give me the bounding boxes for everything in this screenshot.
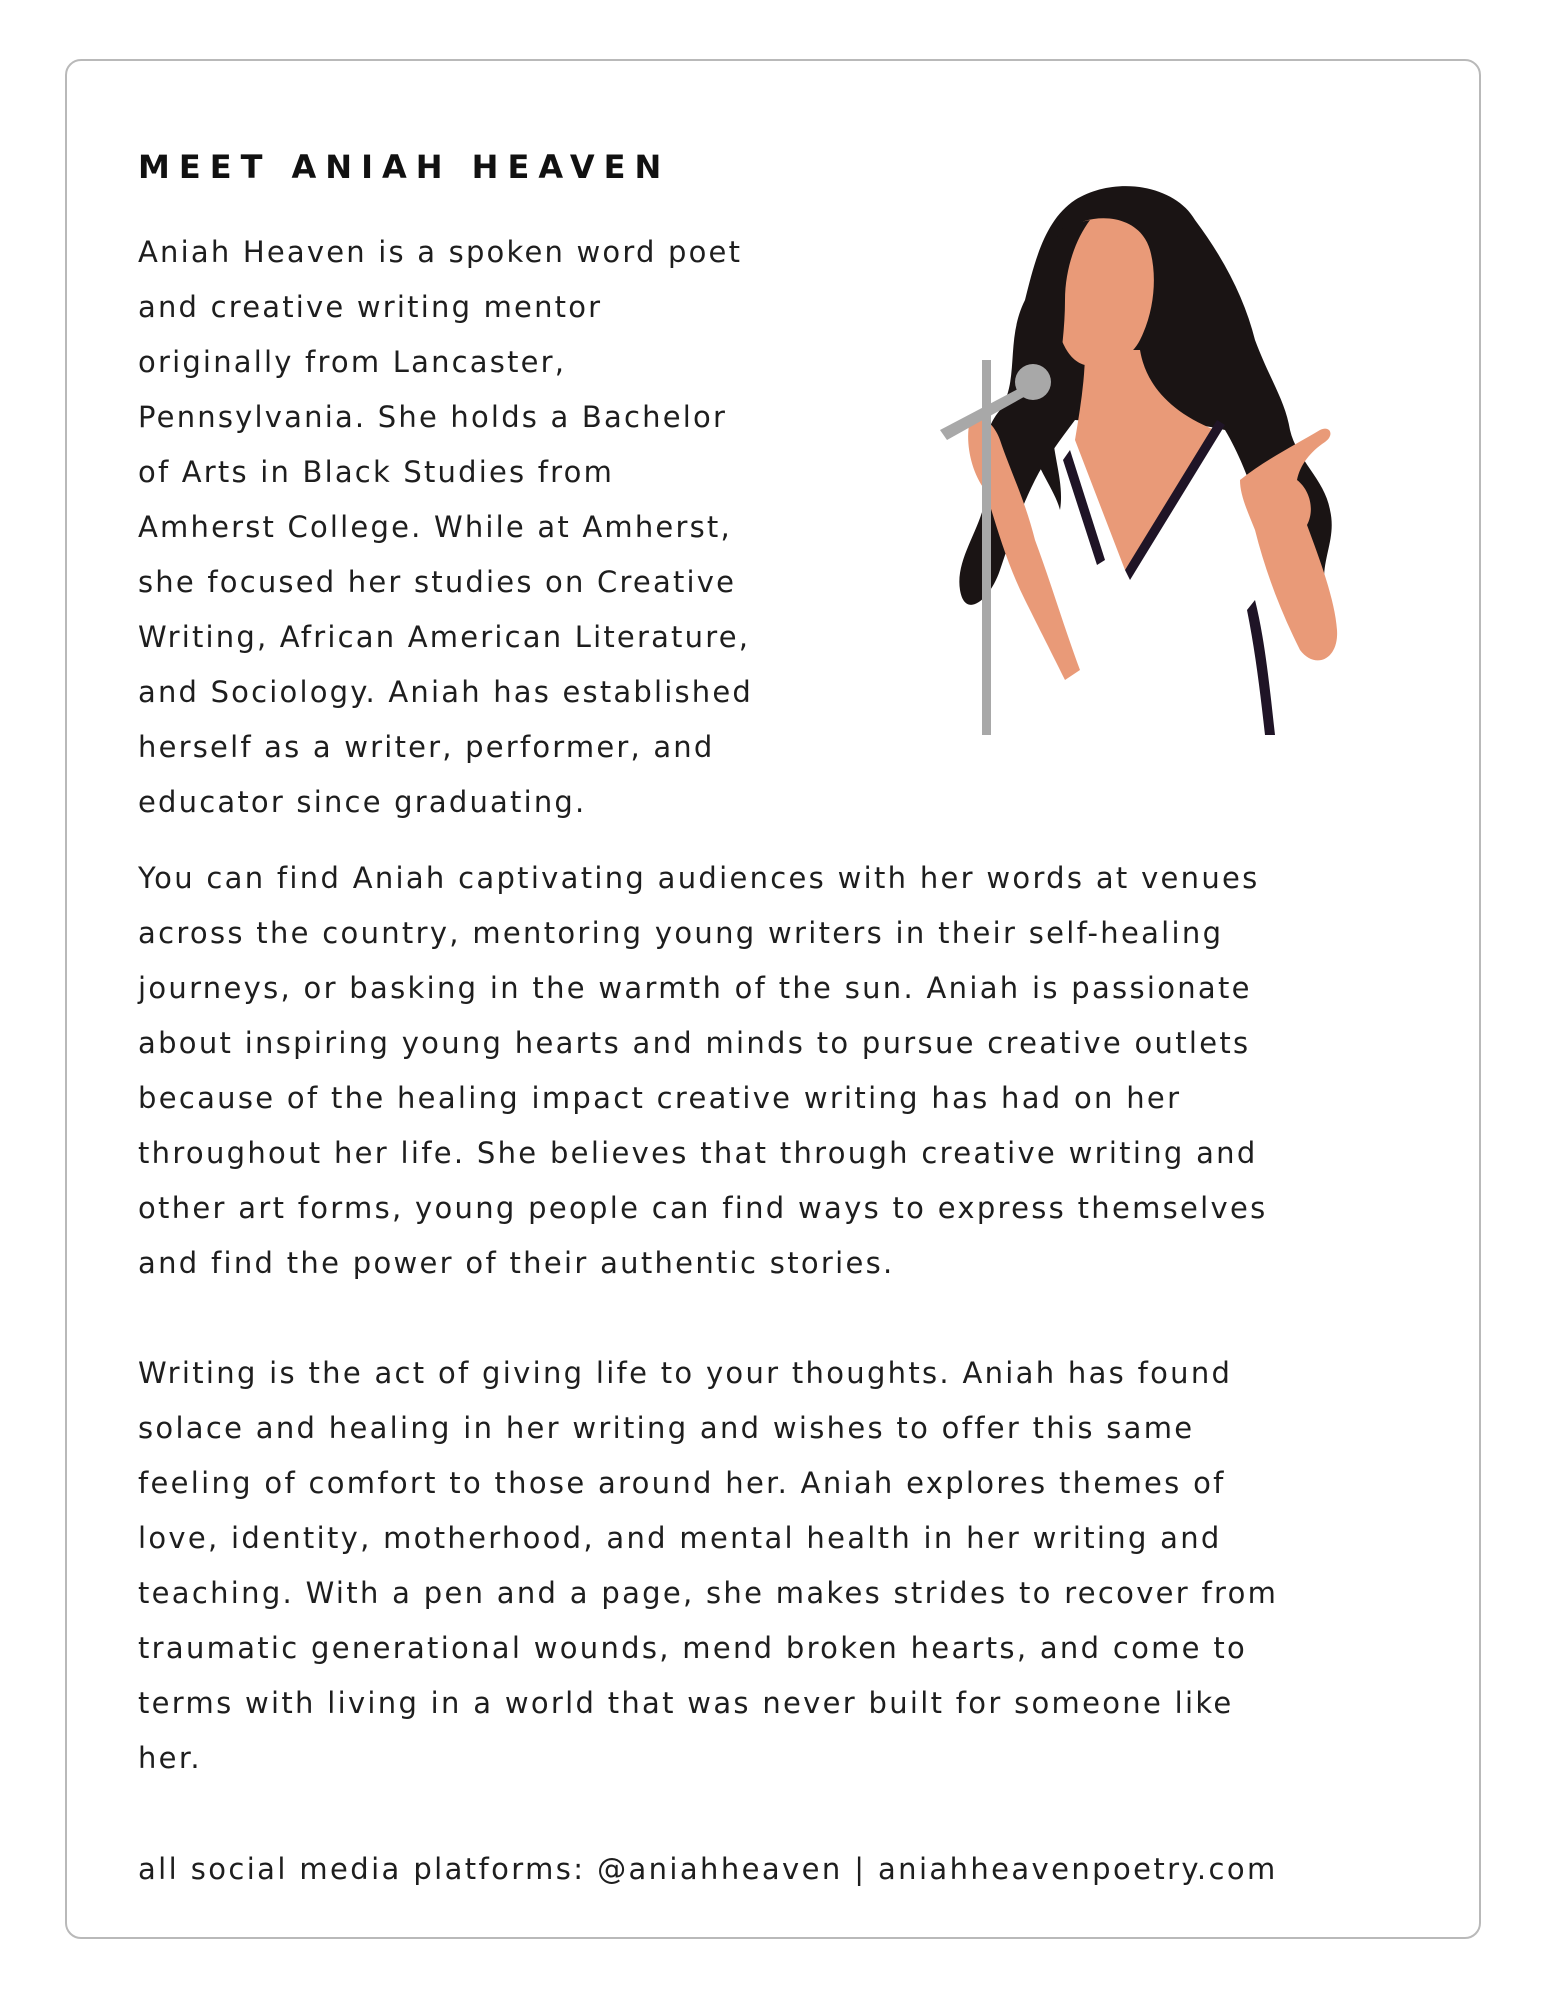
paragraph-line: traumatic generational wounds, mend broken hearts, and come to [138,1631,1248,1665]
intro-line: Amherst College. While at Amherst, [138,510,732,544]
mic-head [1015,364,1051,400]
paragraph-line: about inspiring young hearts and minds to pursue creative outlets [138,1026,1251,1060]
paragraph-line: because of the healing impact creative writing has had on her [138,1081,1182,1115]
paragraph-line: Writing is the act of giving life to your thoughts. Aniah has found [138,1356,1233,1390]
paragraph-line: teaching. With a pen and a page, she makes strides to recover from [138,1576,1279,1610]
social-media-footer: all social media platforms: @aniahheaven | aniahheavenpoetry.com [138,1852,1278,1886]
poet-at-microphone-illustration [925,180,1385,735]
paragraph-line: other art forms, young people can find ways to express themselves [138,1191,1268,1225]
paragraph-line: journeys, or basking in the warmth of the sun. Aniah is passionate [138,971,1252,1005]
paragraph-line: terms with living in a world that was never built for someone like [138,1686,1234,1720]
intro-line: Pennsylvania. She holds a Bachelor [138,400,728,434]
paragraph-line: across the country, mentoring young writers in their self-healing [138,916,1224,950]
paragraph-line: solace and healing in her writing and wishes to offer this same [138,1411,1195,1445]
paragraph-line: You can find Aniah captivating audiences with her words at venues [138,861,1260,895]
body-paragraph [138,851,1438,1291]
paragraph-line: feeling of comfort to those around her. Aniah explores themes of [138,1466,1226,1500]
intro-line: and Sociology. Aniah has established [138,675,754,709]
intro-line: Aniah Heaven is a spoken word poet [138,235,743,269]
paragraph-line: and find the power of their authentic stories. [138,1246,895,1280]
intro-line: herself as a writer, performer, and [138,730,715,764]
paragraph-line: throughout her life. She believes that through creative writing and [138,1136,1258,1170]
intro-line: educator since graduating. [138,785,587,819]
intro-line: Writing, African American Literature, [138,620,751,654]
intro-line: of Arts in Black Studies from [138,455,615,489]
intro-line: and creative writing mentor [138,290,603,324]
paragraph-line: her. [138,1741,202,1775]
paragraph-line: love, identity, motherhood, and mental health in her writing and [138,1521,1222,1555]
page-title: MEET ANIAH HEAVEN [138,148,671,186]
intro-line: she focused her studies on Creative [138,565,737,599]
intro-line: originally from Lancaster, [138,345,567,379]
body-paragraph [138,1346,1438,1786]
intro-paragraph [138,225,838,830]
